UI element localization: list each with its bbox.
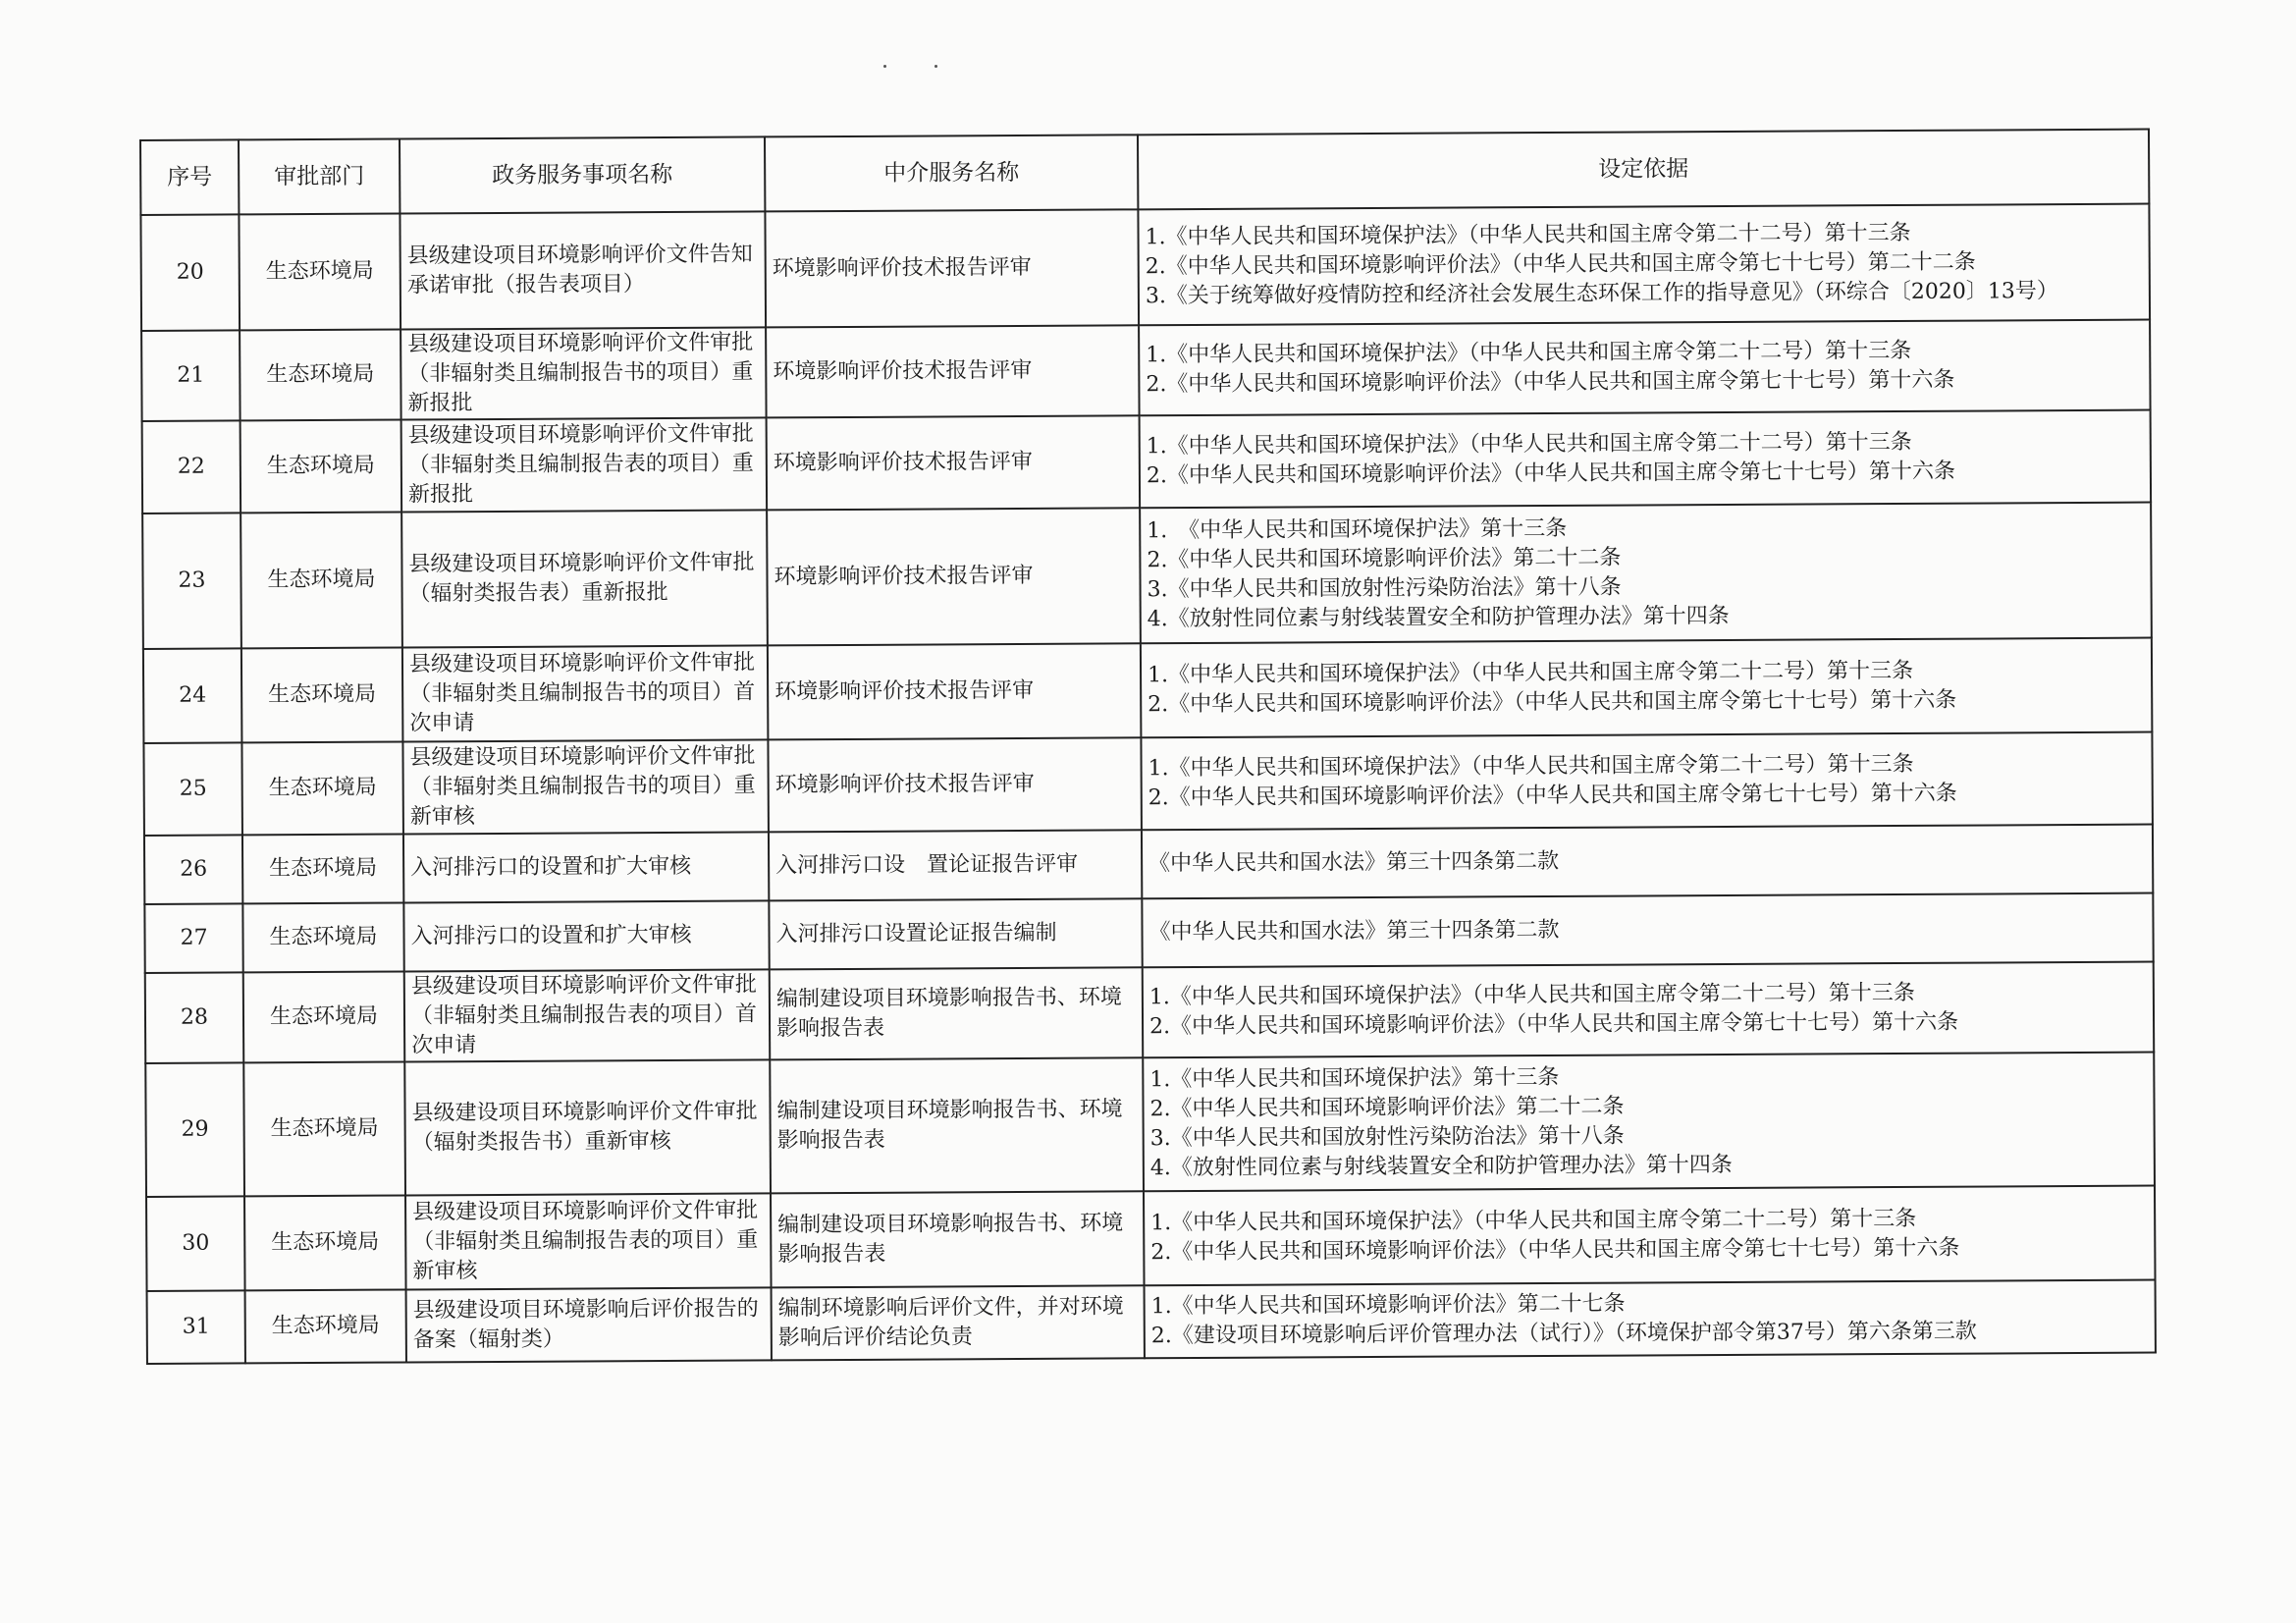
row-legal-basis xyxy=(1141,732,2153,831)
basis-line: 3.《中华人民共和国放射性污染防治法》第十八条 xyxy=(1149,1123,1625,1152)
row-legal-basis xyxy=(1138,204,2150,326)
row-number: 24 xyxy=(143,648,242,743)
row-service-item: 县级建设项目环境影响评价文件审批（非辐射类且编制报告书的项目）首次申请 xyxy=(402,645,769,741)
table-row xyxy=(144,825,2153,904)
row-number: 27 xyxy=(144,903,242,973)
table-row xyxy=(143,638,2153,743)
row-intermediary-service: 入河排污口设置论证报告编制 xyxy=(769,898,1142,969)
row-intermediary-service: 编制环境影响后评价文件，并对环境影响后评价结论负责 xyxy=(772,1285,1145,1360)
row-department: 生态环境局 xyxy=(243,1062,405,1197)
basis-line: 1.《中华人民共和国环境影响评价法》第二十七条 xyxy=(1150,1291,1626,1320)
basis-line: 《中华人民共和国水法》第三十四条第二款 xyxy=(1148,917,1560,946)
row-department: 生态环境局 xyxy=(240,330,401,421)
header-dept: 审批部门 xyxy=(239,139,400,215)
row-department: 生态环境局 xyxy=(243,972,405,1063)
basis-line: 4.《放射性同位素与射线装置安全和防护管理办法》第十四条 xyxy=(1149,1152,1733,1181)
basis-line: 1.《中华人民共和国环境保护法》（中华人民共和国主席令第二十二号）第十三条 xyxy=(1150,1206,1917,1236)
table-row xyxy=(143,732,2152,836)
basis-line: 3.《关于统筹做好疫情防控和经济社会发展生态环保工作的指导意见》（环综合〔2020〕13号） xyxy=(1145,279,2058,309)
row-number: 30 xyxy=(146,1196,245,1291)
basis-line: 1. 《中华人民共和国环境保护法》第十三条 xyxy=(1147,515,1568,544)
table-header-row xyxy=(140,130,2149,215)
row-intermediary-service: 环境影响评价技术报告评审 xyxy=(767,415,1141,510)
row-service-item: 县级建设项目环境影响评价文件审批（非辐射类且编制报告书的项目）重新审核 xyxy=(402,739,769,834)
row-department: 生态环境局 xyxy=(244,1196,406,1291)
basis-line: 2.《中华人民共和国环境影响评价法》（中华人民共和国主席令第七十七号）第十六条 xyxy=(1146,367,1955,398)
row-service-item: 县级建设项目环境影响评价文件审批（辐射类报告书）重新审核 xyxy=(404,1059,771,1195)
row-department: 生态环境局 xyxy=(239,214,400,331)
basis-line: 1.《中华人民共和国环境保护法》（中华人民共和国主席令第二十二号）第十三条 xyxy=(1145,220,1911,250)
row-number: 31 xyxy=(147,1290,245,1364)
basis-line: 2.《中华人民共和国环境影响评价法》（中华人民共和国主席令第七十七号）第十六条 xyxy=(1146,459,1955,489)
table-row xyxy=(142,410,2151,514)
row-service-item: 入河排污口的设置和扩大审核 xyxy=(403,832,769,902)
row-department: 生态环境局 xyxy=(241,648,403,743)
row-department: 生态环境局 xyxy=(240,420,402,514)
table-row xyxy=(141,320,2150,421)
row-intermediary-service: 编制建设项目环境影响报告书、环境影响报告表 xyxy=(770,967,1144,1059)
table-row xyxy=(144,893,2153,973)
table-row xyxy=(142,503,2152,649)
basis-line: 2.《中华人民共和国环境影响评价法》（中华人民共和国主席令第七十七号）第二十二条 xyxy=(1145,249,1976,280)
basis-line: 1.《中华人民共和国环境保护法》（中华人民共和国主席令第二十二号）第十三条 xyxy=(1147,658,1914,688)
row-department: 生态环境局 xyxy=(240,513,402,649)
basis-line: 1.《中华人民共和国环境保护法》（中华人民共和国主席令第二十二号）第十三条 xyxy=(1148,980,1915,1010)
row-department: 生态环境局 xyxy=(241,742,403,836)
row-legal-basis xyxy=(1141,638,2153,738)
row-service-item: 县级建设项目环境影响评价文件审批（非辐射类且编制报告表的项目）重新报批 xyxy=(401,417,768,512)
basis-line: 2.《中华人民共和国环境影响评价法》（中华人民共和国主席令第七十七号）第十六条 xyxy=(1148,687,1957,718)
row-service-item: 县级建设项目环境影响评价文件审批（非辐射类且编制报告表的项目）重新审核 xyxy=(405,1193,772,1289)
row-intermediary-service: 环境影响评价技术报告评审 xyxy=(767,508,1141,645)
row-intermediary-service: 入河排污口设 置论证报告评审 xyxy=(769,830,1142,900)
row-intermediary-service: 环境影响评价技术报告评审 xyxy=(768,643,1142,739)
basis-line: 1.《中华人民共和国环境保护法》（中华人民共和国主席令第二十二号）第十三条 xyxy=(1148,751,1914,782)
table-row xyxy=(145,1053,2155,1197)
row-number: 23 xyxy=(142,513,241,649)
basis-line: 1.《中华人民共和国环境保护法》第十三条 xyxy=(1149,1064,1560,1093)
row-intermediary-service: 环境影响评价技术报告评审 xyxy=(765,209,1139,327)
basis-line: 2.《中华人民共和国环境影响评价法》第二十二条 xyxy=(1147,545,1622,573)
row-service-item: 县级建设项目环境影响评价文件审批（非辐射类且编制报告表的项目）首次申请 xyxy=(404,969,771,1061)
row-department: 生态环境局 xyxy=(245,1290,406,1364)
row-number: 28 xyxy=(145,972,244,1063)
intermediary-services-table xyxy=(139,129,2157,1365)
header-service: 中介服务名称 xyxy=(765,135,1138,211)
header-no: 序号 xyxy=(140,139,239,215)
row-legal-basis xyxy=(1140,503,2152,644)
row-number: 25 xyxy=(143,742,242,836)
basis-line: 2.《建设项目环境影响后评价管理办法（试行）》（环境保护部令第37号）第六条第三款 xyxy=(1150,1319,1977,1349)
basis-line: 2.《中华人民共和国环境影响评价法》（中华人民共和国主席令第七十七号）第十六条 xyxy=(1150,1235,1960,1266)
row-legal-basis xyxy=(1145,1280,2156,1359)
row-legal-basis xyxy=(1142,893,2153,968)
basis-line: 2.《中华人民共和国环境影响评价法》（中华人民共和国主席令第七十七号）第十六条 xyxy=(1148,1009,1959,1040)
basis-line: 1.《中华人民共和国环境保护法》（中华人民共和国主席令第二十二号）第十三条 xyxy=(1146,338,1912,368)
basis-line: 2.《中华人民共和国环境影响评价法》（中华人民共和国主席令第七十七号）第十六条 xyxy=(1148,781,1957,811)
row-intermediary-service: 编制建设项目环境影响报告书、环境影响报告表 xyxy=(770,1057,1144,1193)
row-number: 26 xyxy=(144,835,242,904)
header-item: 政务服务事项名称 xyxy=(400,136,765,213)
basis-line: 《中华人民共和国水法》第三十四条第二款 xyxy=(1148,848,1560,877)
row-legal-basis xyxy=(1143,962,2154,1058)
basis-line: 4.《放射性同位素与射线装置安全和防护管理办法》第十四条 xyxy=(1147,603,1730,632)
row-number: 22 xyxy=(142,420,241,514)
header-basis: 设定依据 xyxy=(1138,130,2149,210)
row-department: 生态环境局 xyxy=(242,835,403,904)
table-row xyxy=(140,204,2150,331)
row-legal-basis xyxy=(1143,1053,2155,1192)
row-number: 29 xyxy=(145,1062,244,1197)
row-department: 生态环境局 xyxy=(242,903,403,973)
row-service-item: 入河排污口的设置和扩大审核 xyxy=(403,900,769,971)
row-service-item: 县级建设项目环境影响后评价报告的备案（辐射类） xyxy=(406,1287,772,1362)
row-intermediary-service: 环境影响评价技术报告评审 xyxy=(768,737,1142,832)
table-row xyxy=(145,962,2154,1063)
row-service-item: 县级建设项目环境影响评价文件审批（辐射类报告表）重新报批 xyxy=(401,510,768,647)
row-legal-basis xyxy=(1142,825,2153,899)
row-service-item: 县级建设项目环境影响评价文件审批（非辐射类且编制报告书的项目）重新报批 xyxy=(400,327,767,419)
row-number: 20 xyxy=(140,214,240,331)
row-service-item: 县级建设项目环境影响评价文件告知承诺审批（报告表项目） xyxy=(400,211,766,329)
table-row xyxy=(147,1280,2156,1364)
basis-line: 2.《中华人民共和国环境影响评价法》第二十二条 xyxy=(1149,1094,1625,1122)
row-legal-basis xyxy=(1144,1186,2156,1286)
row-intermediary-service: 环境影响评价技术报告评审 xyxy=(766,325,1140,417)
row-legal-basis xyxy=(1139,320,2150,416)
row-intermediary-service: 编制建设项目环境影响报告书、环境影响报告表 xyxy=(771,1191,1145,1287)
basis-line: 3.《中华人民共和国放射性污染防治法》第十八条 xyxy=(1147,574,1622,603)
row-legal-basis xyxy=(1140,410,2152,509)
scan-speckles xyxy=(883,65,942,71)
table-row xyxy=(146,1186,2156,1291)
basis-line: 1.《中华人民共和国环境保护法》（中华人民共和国主席令第二十二号）第十三条 xyxy=(1146,429,1912,460)
row-number: 21 xyxy=(141,330,240,421)
